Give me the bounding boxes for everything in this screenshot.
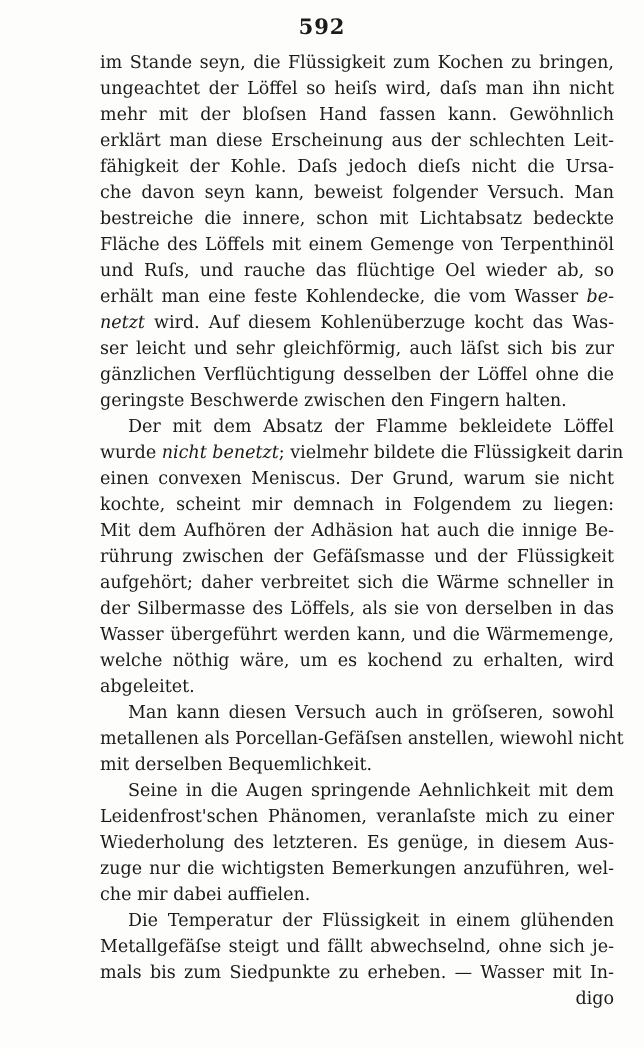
text-line: aufgehört; daher verbreitet sich die Wärme schneller in — [100, 573, 614, 593]
page-number: 592 — [298, 14, 346, 39]
text-run: wurde — [100, 443, 162, 463]
text-line: ser leicht und sehr gleichförmig, auch läſst sich bis zur — [100, 339, 614, 359]
paragraph-end-line: geringste Beschwerde zwischen den Fingern halten. — [100, 391, 567, 411]
text-line-italic-tail — [100, 284, 614, 310]
italic-run: nicht benetzt — [161, 443, 279, 463]
text-line: metallenen als Porcellan-Gefäſsen anstellen, wiewohl nicht — [100, 729, 624, 749]
text-line: der Silbermasse des Löffels, als sie von derselben in das — [100, 599, 614, 619]
text-line: fähigkeit der Kohle. Daſs jedoch dieſs nicht die Ursa- — [100, 157, 614, 177]
text-line-italic-head — [100, 310, 614, 336]
text-line: im Stande seyn, die Flüssigkeit zum Kochen zu bringen, — [100, 53, 614, 73]
text-line-italic-mid — [100, 440, 624, 466]
text-line: mehr mit der bloſsen Hand fassen kann. Gewöhnlich — [100, 105, 614, 125]
text-line: zuge nur die wichtigsten Bemerkungen anzuführen, wel- — [100, 859, 614, 879]
text-line: Leidenfrost'schen Phänomen, veranlaſste mich zu einer — [100, 807, 614, 827]
italic-run: be- — [586, 287, 614, 307]
text-line: che davon seyn kann, beweist folgender Versuch. Man — [100, 183, 614, 203]
catchword: digo — [575, 989, 614, 1009]
text-line: Fläche des Löffels mit einem Gemenge von Terpenthinöl — [100, 235, 614, 255]
text-line: einen convexen Meniscus. Der Grund, warum sie nicht — [100, 469, 614, 489]
text-run: erhält man eine feste Kohlendecke, die vom Wasser — [100, 287, 587, 307]
text-line: welche nöthig wäre, um es kochend zu erhalten, wird — [100, 651, 614, 671]
paragraph-start-line: Die Temperatur der Flüssigkeit in einem glühenden — [128, 911, 614, 931]
text-line: und Ruſs, und rauche das flüchtige Oel wieder ab, so — [100, 261, 614, 281]
text-run: ; vielmehr bildete die Flüssigkeit darin — [278, 443, 624, 463]
text-line: Mit dem Aufhören der Adhäsion hat auch die innige Be- — [100, 521, 614, 541]
text-line: erklärt man diese Erscheinung aus der schlechten Leit- — [100, 131, 614, 151]
paragraph-end-line: che mir dabei auffielen. — [100, 885, 311, 905]
text-line: bestreiche die innere, schon mit Lichtabsatz bedeckte — [100, 209, 614, 229]
text-line: ungeachtet der Löffel so heiſs wird, daſs man ihn nicht — [100, 79, 614, 99]
text-run: wird. Auf diesem Kohlenüberzuge kocht das Was- — [144, 313, 614, 333]
text-line: Metallgefäſse steigt und fällt abwechselnd, ohne sich je- — [100, 937, 614, 957]
text-line: gänzlichen Verflüchtigung desselben der Löffel ohne die — [100, 365, 614, 385]
text-line: mals bis zum Siedpunkte zu erheben. — Wasser mit In- — [100, 963, 614, 983]
text-line: kochte, scheint mir demnach in Folgendem zu liegen: — [100, 495, 614, 515]
text-line: rührung zwischen der Gefäſsmasse und der Flüssigkeit — [100, 547, 614, 567]
paragraph-start-line: Seine in die Augen springende Aehnlichkeit mit dem — [128, 781, 614, 801]
body-text — [100, 50, 624, 1012]
text-line: Wiederholung des letzteren. Es genüge, in diesem Aus- — [100, 833, 614, 853]
paragraph-start-line: Der mit dem Absatz der Flamme bekleidete Löffel — [128, 417, 614, 437]
italic-run: netzt — [100, 313, 145, 333]
paragraph-start-line: Man kann diesen Versuch auch in gröſseren, sowohl — [128, 703, 614, 723]
paragraph-end-line: abgeleitet. — [100, 677, 195, 697]
paragraph-end-line: mit derselben Bequemlichkeit. — [100, 755, 373, 775]
text-line: Wasser übergeführt werden kann, und die Wärmemenge, — [100, 625, 614, 645]
